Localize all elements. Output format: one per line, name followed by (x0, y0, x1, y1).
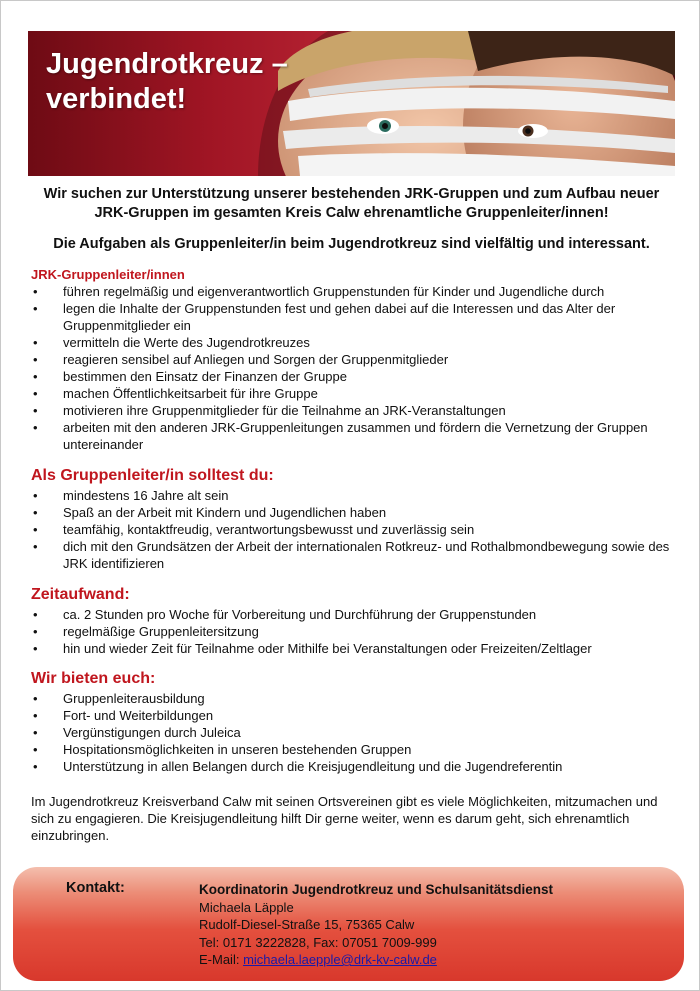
list-item-text: Spaß an der Arbeit mit Kindern und Jugendlichen haben (63, 505, 387, 520)
contact-phone: Tel: 0171 3222828, Fax: 07051 7009-999 (199, 934, 437, 950)
list-item-text: regelmäßige Gruppenleitersitzung (63, 624, 259, 639)
list-item (31, 334, 671, 351)
list-item (31, 606, 671, 623)
contact-email-line (199, 951, 669, 969)
list-item (31, 283, 671, 300)
bullet-list (31, 690, 671, 775)
list-item-text: Unterstützung in allen Belangen durch die Kreisjugendleitung und die Jugendreferentin (63, 759, 563, 774)
list-item (31, 368, 671, 385)
list-item-text: bestimmen den Einsatz der Finanzen der Gruppe (63, 369, 347, 384)
list-item-text: motivieren ihre Gruppenmitglieder für die Teilnahme an JRK-Veranstaltungen (63, 403, 506, 418)
bullet-icon: • (33, 284, 38, 299)
list-item-text: Hospitationsmöglichkeiten in unseren bestehenden Gruppen (63, 742, 412, 757)
closing-paragraph: Im Jugendrotkreuz Kreisverband Calw mit seinen Ortsvereinen gibt es viele Möglichkeiten, mitzumachen und sich zu engagieren. Die Kreisjugendleitung hilft Dir gerne weiter, wenn es darum geht, sich ehrenamtlich einzubringen. (31, 794, 658, 843)
section-group-leaders (31, 266, 671, 453)
list-item (31, 385, 671, 402)
bullet-icon: • (33, 539, 38, 554)
list-item-text: ca. 2 Stunden pro Woche für Vorbereitung und Durchführung der Gruppenstunden (63, 607, 537, 622)
contact-email-prefix: E-Mail: (199, 952, 244, 967)
list-item-text: teamfähig, kontaktfreudig, verantwortungsbewusst und zuverlässig sein (63, 522, 475, 537)
list-item (31, 351, 671, 368)
contact-label: Kontakt: (66, 880, 125, 896)
list-item (31, 487, 671, 504)
list-item-text: reagieren sensibel auf Anliegen und Sorgen der Gruppenmitglieder (63, 352, 449, 367)
bullet-icon: • (33, 301, 38, 316)
list-item (31, 741, 671, 758)
bullet-icon: • (33, 369, 38, 384)
list-item (31, 640, 671, 657)
header-banner (28, 31, 675, 176)
bullet-icon: • (33, 742, 38, 757)
list-item-text: Fort- und Weiterbildungen (63, 708, 214, 723)
contact-organization: Koordinatorin Jugendrotkreuz und Schulsanitätsdienst (199, 882, 554, 897)
section-heading: Als Gruppenleiter/in solltest du: (31, 467, 274, 484)
contact-details (199, 881, 669, 969)
list-item-text: vermitteln die Werte des Jugendrotkreuzes (63, 335, 310, 350)
bullet-icon: • (33, 420, 38, 435)
list-item (31, 758, 671, 775)
list-item (31, 419, 671, 453)
list-item (31, 504, 671, 521)
bullet-list (31, 606, 671, 657)
section-requirements (31, 466, 671, 572)
email-link[interactable]: michaela.laepple@drk-kv-calw.de (243, 952, 437, 967)
bullet-icon: • (33, 624, 38, 639)
list-item-text: arbeiten mit den anderen JRK-Gruppenleitungen zusammen und fördern die Vernetzung der Gruppen untereinander (63, 420, 648, 452)
bullet-icon: • (33, 505, 38, 520)
list-item-text: legen die Inhalte der Gruppenstunden fest und gehen dabei auf die Interessen und das Alter der Gruppenmitglieder ein (63, 301, 616, 333)
bullet-icon: • (33, 488, 38, 503)
intro-text: Wir suchen zur Unterstützung unserer bestehenden JRK-Gruppen und zum Aufbau neuer JRK-Gruppen im gesamten Kreis Calw ehrenamtliche Gruppenleiter/innen! (43, 186, 660, 221)
bullet-icon: • (33, 352, 38, 367)
list-item-text: mindestens 16 Jahre alt sein (63, 488, 229, 503)
bullet-icon: • (33, 335, 38, 350)
list-item-text: Vergünstigungen durch Juleica (63, 725, 241, 740)
bullet-icon: • (33, 691, 38, 706)
bullet-icon: • (33, 759, 38, 774)
bullet-icon: • (33, 386, 38, 401)
list-item-text: führen regelmäßig und eigenverantwortlich Gruppenstunden für Kinder und Jugendliche durch (63, 284, 605, 299)
contact-address: Rudolf-Diesel-Straße 15, 75365 Calw (199, 917, 415, 932)
list-item (31, 623, 671, 640)
bullet-list (31, 487, 671, 572)
list-item (31, 402, 671, 419)
section-heading: JRK-Gruppenleiter/innen (31, 267, 185, 282)
list-item (31, 707, 671, 724)
bullet-icon: • (33, 725, 38, 740)
list-item-text: machen Öffentlichkeitsarbeit für ihre Gruppe (63, 386, 318, 401)
list-item-text: Gruppenleiterausbildung (63, 691, 205, 706)
list-item (31, 300, 671, 334)
contact-box (13, 867, 684, 981)
bullet-icon: • (33, 607, 38, 622)
tasks-statement: Die Aufgaben als Gruppenleiter/in beim Jugendrotkreuz sind vielfältig und interessant. (53, 236, 650, 252)
list-item-text: hin und wieder Zeit für Teilnahme oder Mithilfe bei Veranstaltungen oder Freizeiten/Zeltlager (63, 641, 592, 656)
banner-title: Jugendrotkreuz – verbindet! (46, 48, 288, 115)
list-item-text: dich mit den Grundsätzen der Arbeit der internationalen Rotkreuz- und Rothalbmondbewegung sowie des JRK identifizieren (63, 539, 670, 571)
bullet-icon: • (33, 522, 38, 537)
bullet-icon: • (33, 403, 38, 418)
list-item (31, 690, 671, 707)
list-item (31, 521, 671, 538)
bullet-icon: • (33, 641, 38, 656)
list-item (31, 538, 671, 572)
section-offer (31, 669, 671, 775)
section-heading: Wir bieten euch: (31, 670, 156, 687)
section-heading: Zeitaufwand: (31, 586, 130, 603)
contact-name: Michaela Läpple (199, 899, 294, 915)
list-item (31, 724, 671, 741)
bullet-icon: • (33, 708, 38, 723)
section-time-commitment (31, 585, 671, 657)
bullet-list (31, 283, 671, 453)
